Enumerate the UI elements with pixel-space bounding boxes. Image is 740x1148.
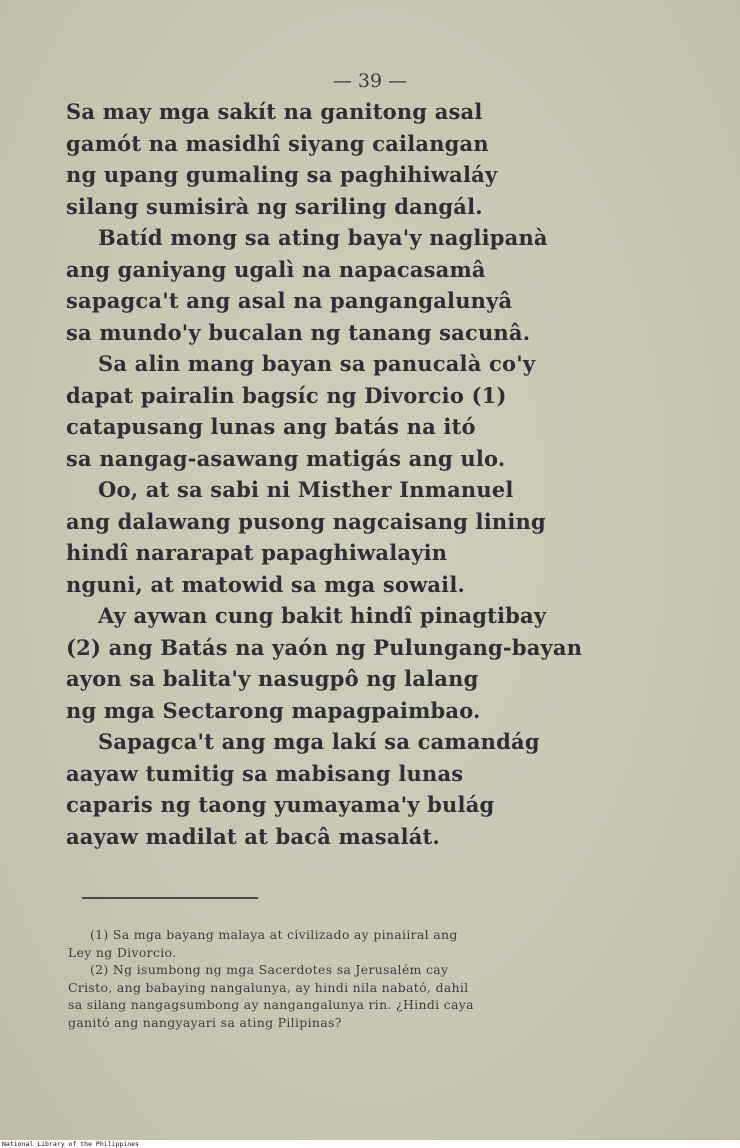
poem-line: Sa may mga sakít na ganitong asal — [66, 99, 483, 124]
footnote-line: ganitó ang nangyayari sa ating Pilipinas? — [68, 1014, 342, 1030]
footnote-line: sa silang nangagsumbong ay nangangalunya rin. ¿Hindi caya — [68, 997, 474, 1012]
footnote-2 — [68, 961, 668, 1031]
poem-line: Oo, at sa sabi ni Misther Inmanuel — [98, 477, 514, 502]
poem-line: ng upang gumaling sa paghihiwaláy — [66, 162, 498, 187]
footnote-line: (1) Sa mga bayang malaya at civilizado ay pinaiiral ang — [90, 927, 458, 942]
poem-line: (2) ang Batás na yaón ng Pulungang-bayan — [66, 634, 583, 660]
stanza-3 — [66, 348, 626, 474]
poem-line: dapat pairalin bagsíc ng Divorcio (1) — [66, 382, 507, 408]
poem-line: aayaw madilat at bacâ masalát. — [66, 823, 440, 849]
footnote-line: (2) Ng isumbong ng mga Sacerdotes sa Jerusalém cay — [90, 962, 449, 977]
poem-line: aayaw tumitig sa mabisang lunas — [66, 760, 464, 786]
footnote-divider — [82, 897, 258, 899]
poem-line: gamót na masidhî siyang cailangan — [66, 130, 489, 156]
footnote-line: Ley ng Divorcio. — [68, 944, 177, 960]
library-credit: National Library of the Philippines — [2, 1140, 139, 1148]
poem-line: catapusang lunas ang batás na itó — [66, 414, 476, 439]
poem-line: Batíd mong sa ating baya'y naglipanà — [98, 225, 548, 250]
poem-line: ayon sa balita'y nasugpô ng lalang — [66, 666, 479, 691]
poem-line: sa mundo'y bucalan ng tanang sacunâ. — [66, 319, 531, 345]
page-number: — 39 — — [332, 70, 408, 92]
poem-line: hindî nararapat papaghiwalayin — [66, 540, 448, 565]
poem-line: Sapagca't ang mga lakí sa camandág — [98, 729, 540, 754]
footnotes — [68, 926, 668, 1031]
poem-line: caparis ng taong yumayama'y bulág — [66, 792, 495, 817]
poem-line: sapagca't ang asal na pangangalunyâ — [66, 288, 513, 313]
footnote-line: Cristo, ang babaying nangalunya, ay hindi nila nabató, dahil — [68, 979, 469, 995]
poem-line: ang ganiyang ugalì na napacasamâ — [66, 256, 486, 282]
stanza-2 — [66, 222, 626, 348]
stanza-6 — [66, 726, 626, 852]
poem-line: Sa alin mang bayan sa panucalà co'y — [98, 351, 536, 376]
poem-line: nguni, at matowid sa mga sowail. — [66, 571, 466, 597]
poem-line: ng mga Sectarong mapagpaimbao. — [66, 697, 481, 723]
stanza-4 — [66, 474, 626, 600]
footnote-1 — [68, 926, 668, 961]
poem-line: Ay aywan cung bakit hindî pinagtibay — [98, 603, 547, 628]
stanza-1 — [66, 96, 626, 222]
poem-line: ang dalawang pusong nagcaisang lining — [66, 508, 546, 534]
stanza-5 — [66, 600, 626, 726]
poem-body — [66, 96, 626, 852]
poem-line: sa nangag-asawang matigás ang ulo. — [66, 445, 506, 471]
poem-line: silang sumisirà ng sariling dangál. — [66, 193, 483, 219]
